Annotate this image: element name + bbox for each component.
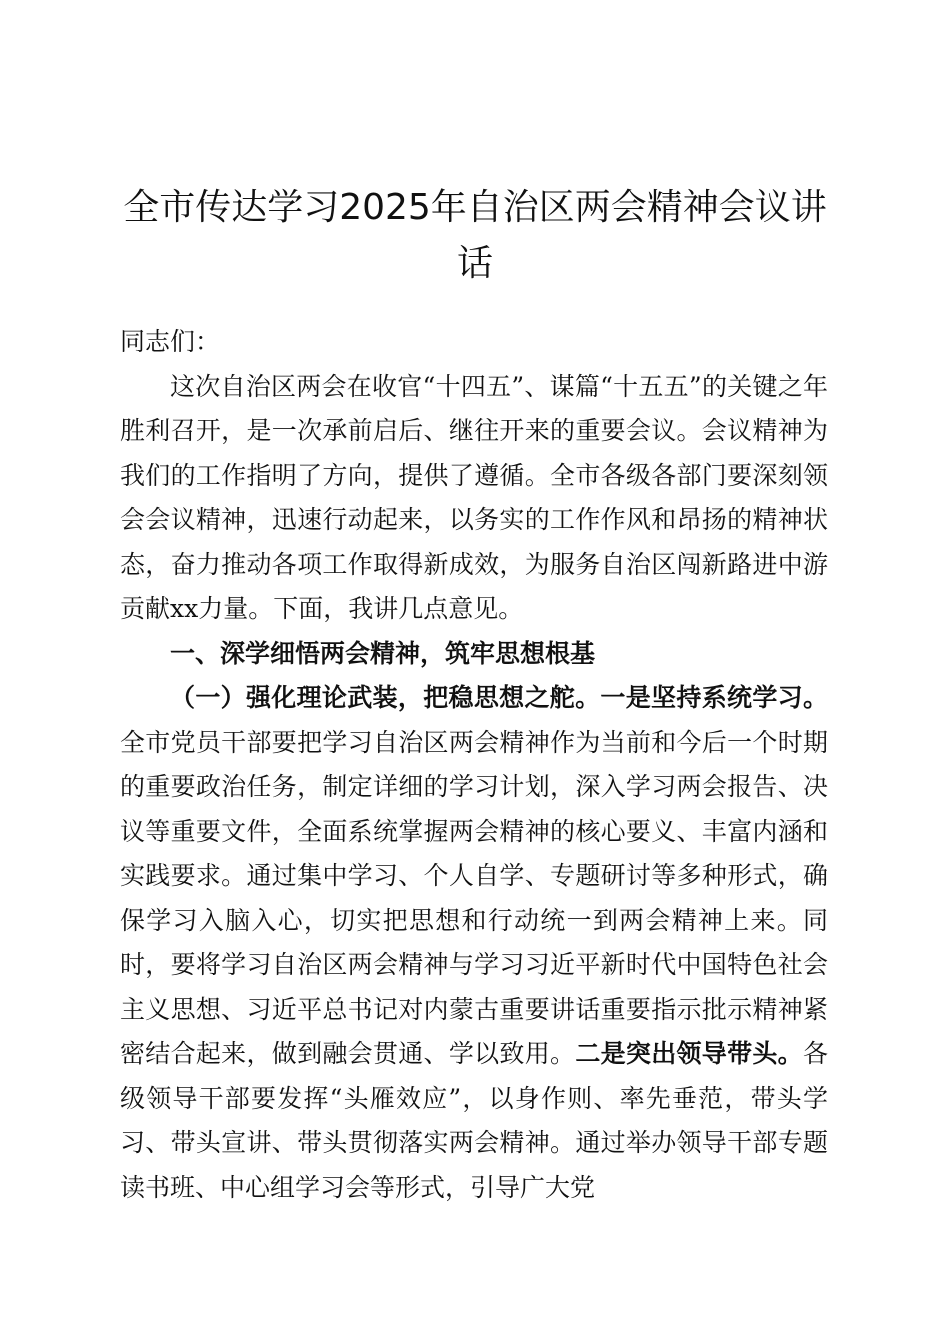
document-body (120, 320, 828, 1210)
subsection-paragraph-1 (120, 676, 828, 1210)
subsection-heading-1: （一）强化理论武装，把稳思想之舵。 (170, 683, 601, 712)
title-line-1: 全市传达学习2025年自治区两会精神会议讲 (123, 187, 827, 228)
intro-paragraph: 这次自治区两会在收官“十四五”、谋篇“十五五”的关键之年胜利召开，是一次承前启后、继往开来的重要会议。会议精神为我们的工作指明了方向，提供了遵循。全市各级各部门要深刻领会会议精神，迅速行动起来，以务实的工作作风和昂扬的精神状态，奋力推动各项工作取得新成效，为服务自治区闯新路进中游贡献xx力量。下面，我讲几点意见。 (120, 371, 828, 623)
section-heading-1: 一、深学细悟两会精神，筑牢思想根基 (170, 638, 596, 668)
point-2-lead: 二是突出领导带头。 (575, 1039, 803, 1068)
salutation: 同志们： (120, 327, 221, 356)
title-line-2: 话 (456, 243, 493, 284)
point-1-lead: 一是坚持系统学习。 (600, 683, 828, 712)
point-1-text: 全市党员干部要把学习自治区两会精神作为当前和今后一个时期的重要政治任务，制定详细的学习计划，深入学习两会报告、决议等重要文件，全面系统掌握两会精神的核心要义、丰富内涵和实践要求。通过集中学习、个人自学、专题研讨等多种形式，确保学习入脑入心，切实把思想和行动统一到两会精神上来。同时，要将学习自治区两会精神与学习习近平新时代中国特色社会主义思想、习近平总书记对内蒙古重要讲话重要指示批示精神紧密结合起来，做到融会贯通、学以致用。 (120, 727, 828, 1068)
point-2-text: 各级领导干部要发挥“头雁效应”，以身作则、率先垂范，带头学习、带头宣讲、带头贯彻落实两会精神。通过举办领导干部专题读书班、中心组学习会等形式，引导广大党 (120, 1039, 828, 1202)
document-title (100, 180, 850, 292)
